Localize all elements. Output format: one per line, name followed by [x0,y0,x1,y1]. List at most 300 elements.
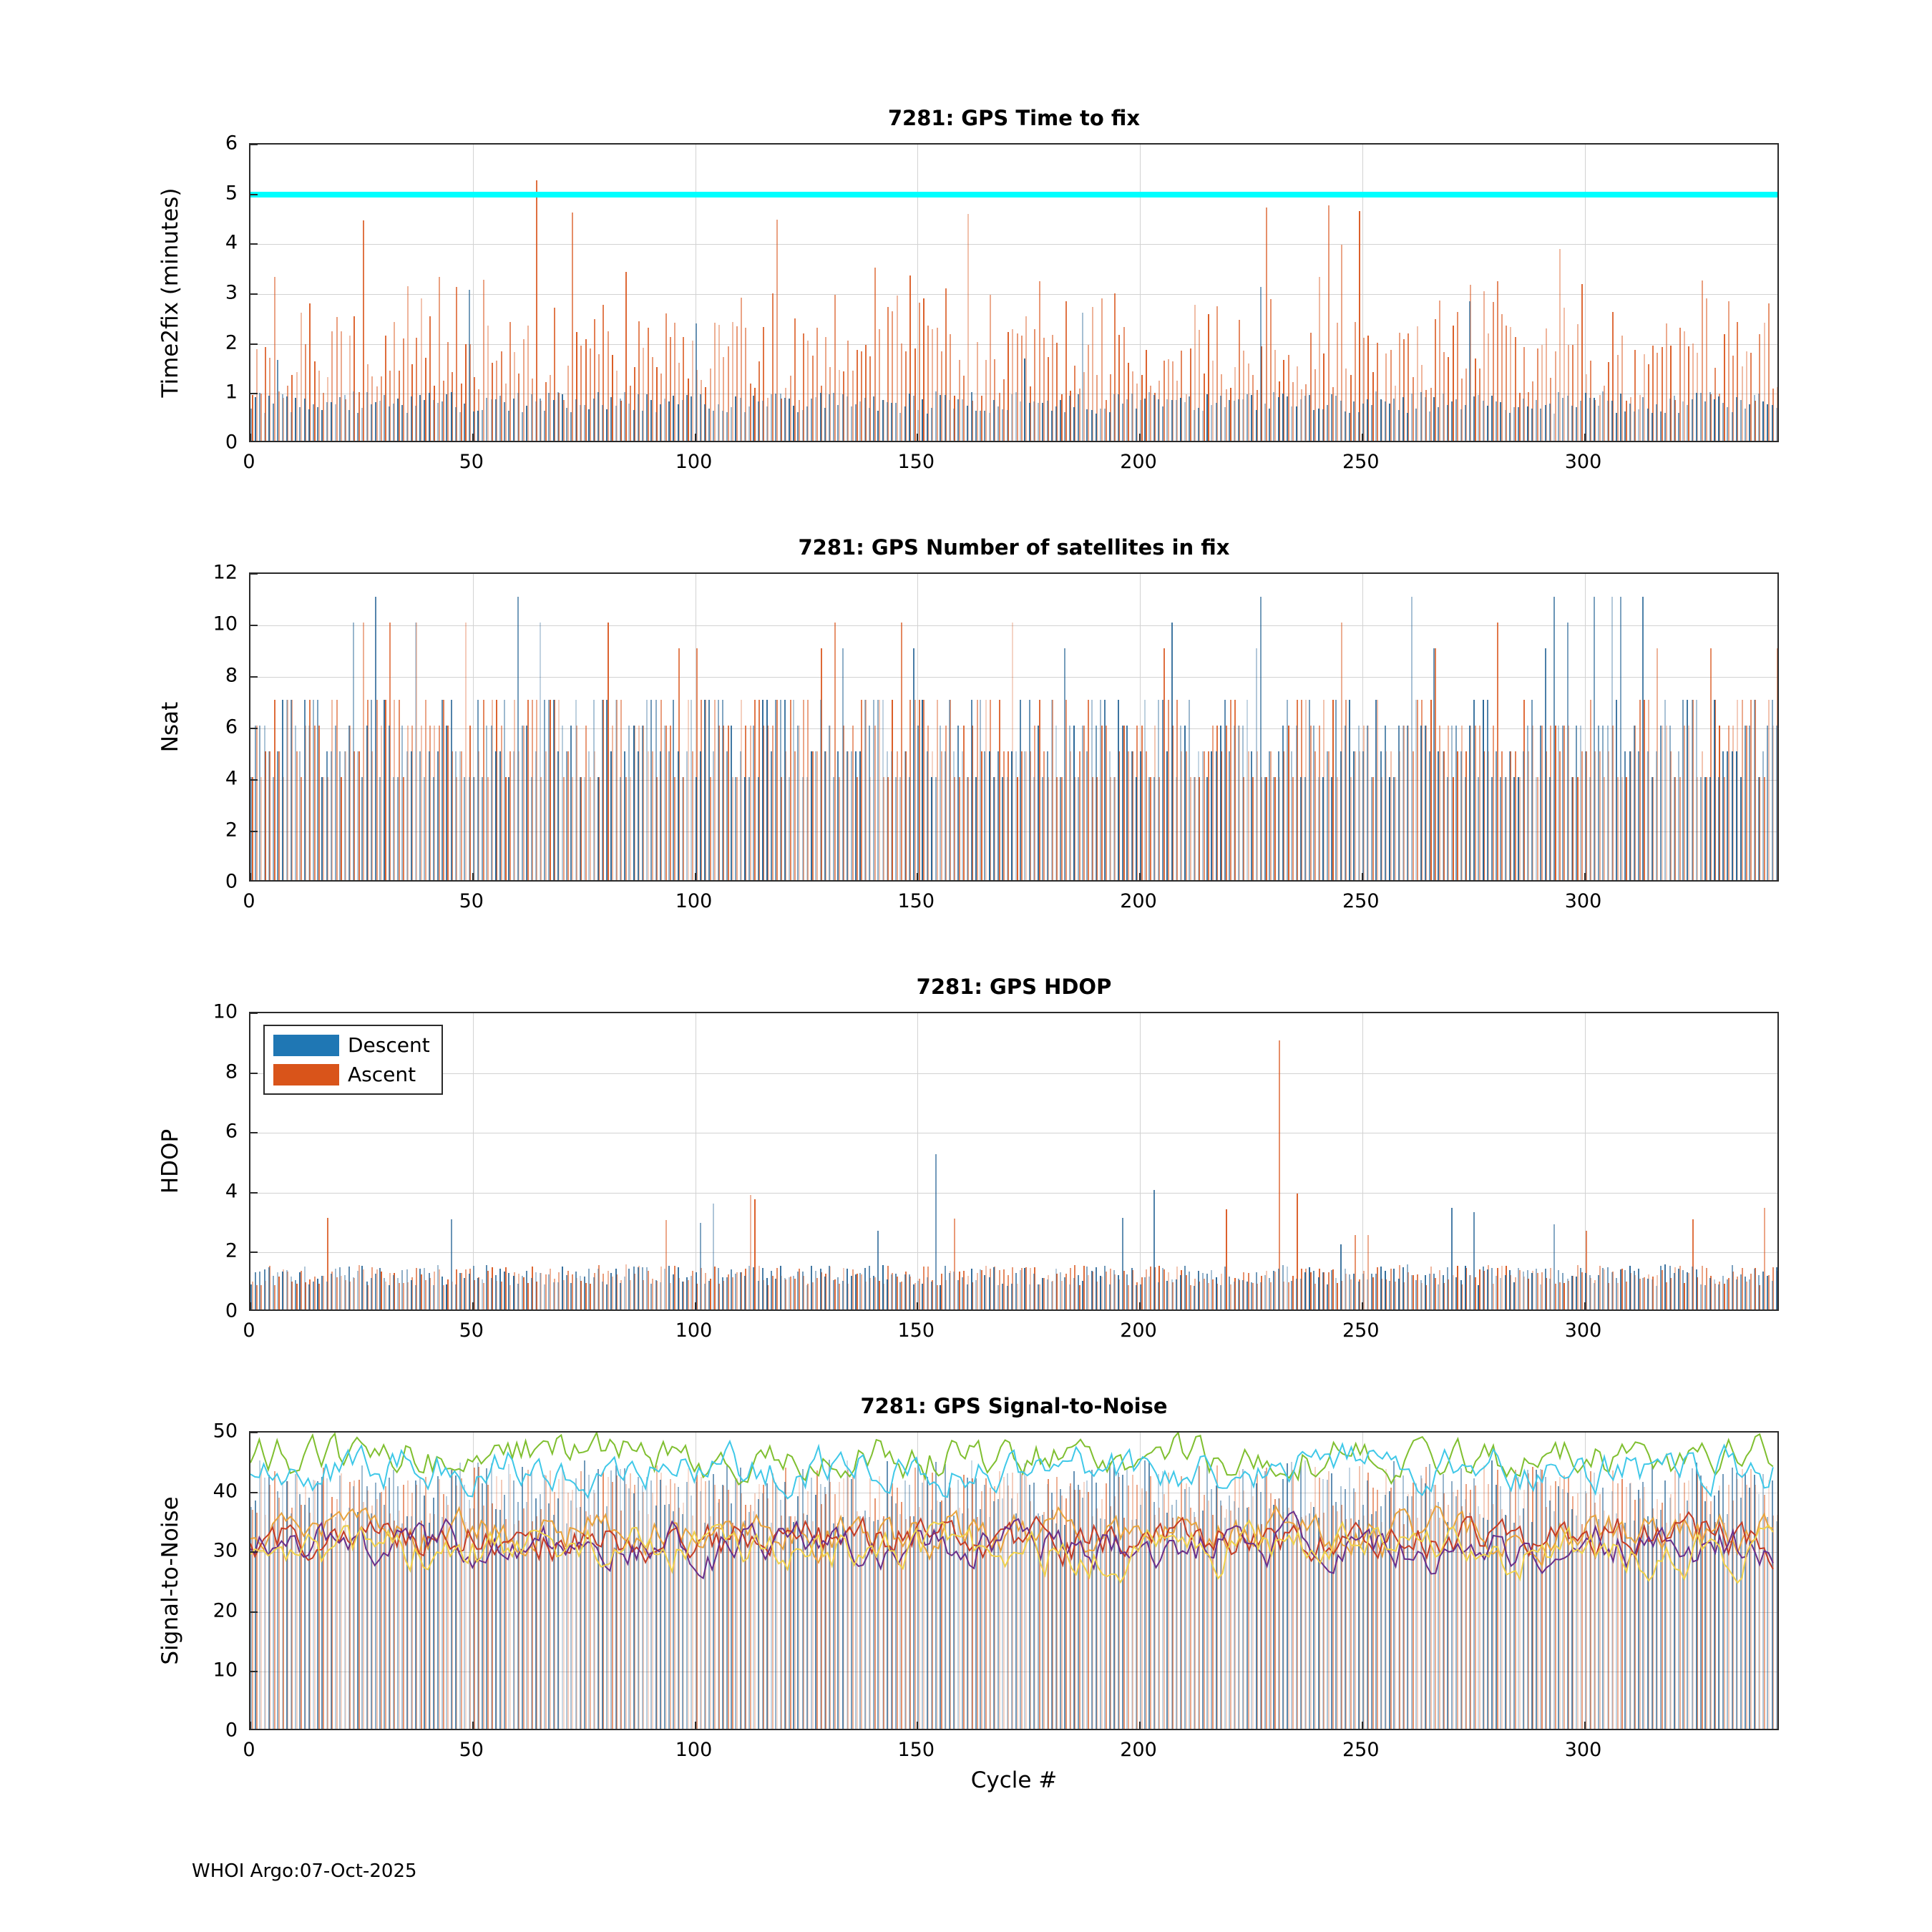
bar-descent [1242,726,1244,880]
bar-descent [1740,1274,1742,1309]
bar-descent [1136,777,1137,880]
bar-descent [1136,1285,1137,1309]
bar-descent [1415,1280,1417,1309]
bar-descent [566,1275,567,1309]
bar-descent [1256,410,1257,441]
bar-descent [971,392,972,441]
bar-descent [1669,1266,1671,1309]
bar-descent [1109,1284,1111,1309]
bar-descent [1678,1269,1679,1309]
x-tick-label: 100 [675,451,713,473]
bar-descent [1704,1285,1706,1309]
bar-descent [1246,700,1248,880]
bar-descent [802,1272,804,1309]
bar-descent [1042,1278,1043,1309]
bar-descent [1011,1284,1013,1309]
bar-descent [1296,1279,1297,1309]
bar-descent [575,700,577,880]
bar-descent [1732,751,1733,880]
bar-descent [339,751,341,880]
bar-descent [366,392,368,441]
bar-descent [1015,1273,1017,1309]
bar-descent [847,751,848,880]
bar-descent [1704,401,1706,441]
bar-descent [1091,1271,1093,1309]
bar-descent [1345,411,1346,441]
bar-descent [1460,409,1462,441]
bar-descent [1491,777,1493,880]
bar-descent [1238,1279,1239,1309]
bar-descent [997,1285,999,1309]
bar-descent [451,392,452,441]
bar-descent [1540,726,1541,880]
bar-descent [1487,700,1488,880]
bar-descent [984,411,985,441]
bar-descent [940,726,941,880]
bar-descent [802,410,804,441]
bar-descent [650,1284,652,1309]
bar-descent [1060,1272,1061,1309]
bar-descent [1118,700,1119,880]
bar-descent [593,1277,595,1309]
bar-descent [1594,597,1595,880]
bar-descent [797,726,799,880]
bar-descent [446,726,447,880]
bar-descent [1678,413,1679,441]
bar-descent [922,700,923,880]
bar-descent [1438,751,1439,880]
legend-swatch-ascent [273,1064,339,1085]
bar-descent [562,394,563,441]
bar-descent [784,398,786,441]
bar-descent [927,1277,928,1309]
bar-descent [491,399,492,441]
bar-descent [1318,777,1319,880]
bar-descent [1478,1285,1479,1309]
y-tick-label: 0 [225,1719,238,1742]
bar-descent [1353,401,1355,441]
bar-descent [993,1267,995,1309]
bar-descent [446,1284,447,1309]
bar-descent [344,1275,346,1309]
bar-descent [1109,412,1111,441]
bar-descent [1718,777,1719,880]
y-tick-label: 4 [225,767,238,790]
bar-descent [375,597,376,880]
bar-descent [371,1278,372,1309]
bar-descent [317,1279,318,1309]
y-tick-mark [250,1252,258,1253]
bar-descent [308,726,310,880]
bar-descent [477,700,479,880]
x-tick-label: 200 [1120,1739,1157,1761]
bar-descent [945,395,946,441]
bar-descent [842,394,844,441]
y-axis-label: HDOP [157,1128,183,1194]
bar-descent [517,1284,519,1309]
bar-descent [722,700,723,880]
bar-descent [1772,1281,1773,1309]
bar-descent [740,1272,741,1309]
bar-descent [1051,411,1053,441]
y-tick-mark [250,676,258,678]
bar-descent [650,700,652,880]
bar-descent [1687,1272,1688,1309]
bar-descent [1029,700,1030,880]
bar-descent [811,399,812,441]
bar-descent [1331,1270,1332,1309]
bar-descent [1029,403,1030,441]
bar-descent [904,1274,906,1309]
bar-descent [1567,623,1568,880]
bar-descent [464,777,465,880]
bar-descent [446,394,447,441]
bar-descent [282,700,283,880]
bar-descent [570,1283,572,1309]
y-tick-label: 20 [213,1599,238,1622]
bar-descent [1202,751,1204,880]
y-tick-label: 10 [213,613,238,635]
bar-descent [1375,391,1377,441]
bar-descent [1109,751,1111,880]
bar-descent [718,1268,719,1309]
bar-descent [1069,1284,1070,1309]
bar-descent [1055,406,1057,441]
bar-descent [1096,414,1097,441]
bar-descent [624,392,625,441]
bar-descent [802,777,804,880]
bar-descent [1420,1280,1422,1309]
bar-descent [433,777,434,880]
bar-descent [1518,777,1519,880]
bar-descent [1011,751,1013,880]
bar-descent [1478,777,1479,880]
bar-descent [1216,751,1217,880]
bar-descent [1278,1269,1279,1309]
bar-descent [855,1274,857,1309]
bar-descent [775,1279,776,1309]
bar-descent [1064,1277,1065,1309]
bar-descent [1273,392,1274,441]
bar-descent [1714,1279,1715,1309]
bar-descent [967,406,968,441]
bar-descent [1727,407,1728,441]
bar-descent [508,1273,509,1309]
bar-descent [522,1276,523,1309]
bar-descent [1505,777,1506,880]
bar-descent [1202,1273,1204,1309]
bar-descent [931,408,932,441]
bar-descent [277,1272,278,1309]
bar-descent [1500,1278,1501,1309]
y-axis-label: Nsat [157,701,183,753]
bar-descent [264,413,265,441]
plot-area-time-to-fix [249,143,1779,442]
bar-descent [486,1265,487,1309]
bar-descent [1549,1279,1551,1309]
bar-descent [531,1278,532,1309]
bar-descent [655,412,657,441]
bar-descent [1211,751,1212,880]
bar-descent [357,1271,358,1309]
bar-descent [638,751,639,880]
bar-descent [557,751,559,880]
bar-descent [686,1277,688,1309]
bar-descent [1669,726,1671,880]
x-tick-label: 150 [897,1739,935,1761]
bar-descent [859,1273,861,1309]
bar-descent [304,399,306,441]
bar-descent [1113,1270,1115,1309]
bar-descent [891,403,892,441]
bar-descent [299,1272,301,1309]
bar-descent [1447,777,1448,880]
bar-descent [1148,392,1150,441]
bar-descent [1264,777,1266,880]
bar-descent [1656,751,1657,880]
bar-descent [526,406,527,441]
bar-descent [1469,301,1470,441]
bar-descent [1033,401,1035,441]
plot-area-snr [249,1431,1779,1730]
bar-descent [464,1278,465,1309]
y-tick-label: 12 [213,561,238,584]
bar-descent [1300,777,1302,880]
x-tick-label: 50 [459,1319,484,1342]
bar-descent [1447,405,1448,441]
bar-descent [708,409,710,441]
bar-descent [1086,1267,1088,1309]
bar-descent [1291,406,1292,441]
bar-descent [1318,409,1319,441]
x-tick-label: 0 [243,451,255,473]
bar-descent [1696,1269,1697,1309]
bar-descent [326,402,328,441]
bar-descent [940,1285,941,1309]
bar-descent [1158,399,1159,441]
bar-descent [1126,399,1128,441]
bar-descent [1238,399,1239,441]
gridline-vertical [917,1013,918,1309]
bar-descent [1385,401,1386,441]
bar-descent [989,413,990,441]
bar-descent [1696,393,1697,441]
bar-descent [824,751,826,880]
bar-descent [1443,751,1444,880]
bar-descent [1358,412,1360,441]
bar-descent [602,700,603,880]
bar-descent [731,1269,732,1309]
bar-descent [855,751,857,880]
bar-descent [780,700,781,880]
bar-descent [335,1269,336,1309]
x-tick-label: 300 [1564,1739,1602,1761]
bar-descent [713,751,714,880]
bar-descent [1153,1190,1155,1309]
bar-descent [1282,394,1284,441]
bar-descent [1571,1276,1573,1309]
bar-descent [642,411,643,441]
bar-descent [1594,398,1595,441]
bar-descent [379,1268,381,1309]
bar-descent [1113,394,1115,441]
bar-descent [962,1277,963,1309]
bar-descent [762,401,763,441]
bar-descent [1273,777,1274,880]
y-axis-label: Time2fix (minutes) [157,187,183,398]
bar-descent [842,1281,844,1309]
bar-descent [1776,1267,1777,1309]
panel-nsat [157,535,1779,912]
bar-descent [384,700,385,880]
bar-descent [331,751,332,880]
bar-descent [1398,410,1400,441]
bar-descent [735,777,736,880]
y-tick-mark [250,243,258,245]
bar-descent [295,726,296,880]
bar-descent [1674,777,1675,880]
bar-descent [1513,407,1515,441]
bar-descent [1772,700,1773,880]
bar-descent [1682,1270,1684,1309]
bar-descent [1758,1275,1760,1309]
bar-descent [1465,1266,1466,1309]
bar-descent [1451,726,1453,880]
bar-descent [1523,751,1524,880]
x-tick-mark [1139,434,1141,441]
bar-descent [339,1267,341,1309]
bar-descent [899,1282,901,1309]
bar-descent [268,1267,270,1309]
bar-descent [308,1284,310,1310]
bar-descent [1629,404,1631,441]
y-tick-mark [250,625,258,626]
bar-descent [379,777,381,880]
bar-descent [1415,700,1417,880]
bar-descent [437,403,439,441]
bar-descent [588,751,590,880]
bar-descent [664,726,665,880]
x-tick-mark [1584,1302,1586,1309]
bar-descent [1260,597,1262,880]
bar-descent [1126,1274,1128,1309]
bar-descent [1682,700,1684,880]
y-tick-label: 40 [213,1480,238,1503]
bar-descent [1176,1279,1177,1309]
bar-descent [1389,1281,1390,1309]
bar-descent [1420,392,1422,441]
bar-descent [1647,1279,1649,1309]
bar-descent [1007,777,1008,880]
bar-descent [935,777,937,880]
bar-descent [953,409,955,441]
x-tick-mark [1139,873,1141,880]
bar-descent [1549,404,1551,441]
bar-descent [1536,1269,1537,1309]
bar-descent [1069,726,1070,880]
bar-descent [1234,726,1235,880]
bar-descent [993,400,995,441]
bar-descent [1749,1279,1750,1309]
bar-descent [1335,396,1337,441]
bar-descent [1166,399,1168,441]
bar-descent [771,1271,772,1309]
bar-descent [1638,1269,1639,1309]
bar-descent [1309,395,1310,441]
bar-descent [691,396,692,441]
bar-descent [321,777,323,880]
bar-descent [775,394,776,441]
bar-descent [1762,1272,1764,1309]
y-tick-label: 0 [225,870,238,893]
bar-descent [1562,398,1563,441]
bar-descent [1460,1280,1462,1309]
y-tick-mark [250,293,258,295]
bar-descent [1602,1268,1604,1309]
bar-descent [406,751,408,880]
bar-descent [1153,777,1155,880]
x-tick-mark [695,1722,696,1729]
bar-descent [1309,1267,1310,1309]
threshold-line [250,192,1777,197]
bar-descent [646,700,648,880]
y-tick-mark [250,779,258,781]
bar-descent [1375,700,1377,880]
bar-descent [1278,397,1279,441]
bar-descent [437,1265,439,1309]
bar-descent [642,1267,643,1309]
bar-descent [1393,399,1395,441]
bar-descent [1736,751,1737,880]
bar-descent [1407,413,1408,441]
bar-descent [1656,1286,1657,1309]
bar-descent [1523,1272,1524,1309]
bar-descent [1398,726,1400,880]
bar-descent [646,394,648,441]
x-tick-label: 250 [1342,890,1380,912]
bar-descent [291,412,292,441]
bar-descent [1180,1275,1181,1309]
bar-descent [268,751,270,880]
bar-descent [882,400,884,441]
bar-descent [718,700,719,880]
bar-descent [1754,395,1755,441]
bar-descent [1184,726,1186,880]
bar-descent [615,1269,617,1309]
bar-descent [851,406,852,441]
bar-descent [678,751,679,880]
x-tick-label: 50 [459,451,484,473]
bar-descent [401,1270,403,1309]
bar-descent [433,1285,434,1309]
bar-descent [1322,409,1324,441]
bar-descent [553,700,555,880]
bar-descent [1251,1282,1252,1309]
bar-descent [1002,409,1003,441]
bar-descent [1345,1269,1346,1309]
bar-descent [1340,1244,1342,1309]
bar-descent [1206,1274,1208,1309]
bar-descent [1220,396,1221,441]
bar-descent [771,751,772,880]
bar-descent [1634,726,1635,880]
bar-descent [1762,751,1764,880]
bar-descent [899,413,901,441]
y-tick-label: 8 [225,664,238,687]
bar-descent [869,726,870,880]
bar-descent [993,777,995,880]
bar-descent [953,751,955,880]
